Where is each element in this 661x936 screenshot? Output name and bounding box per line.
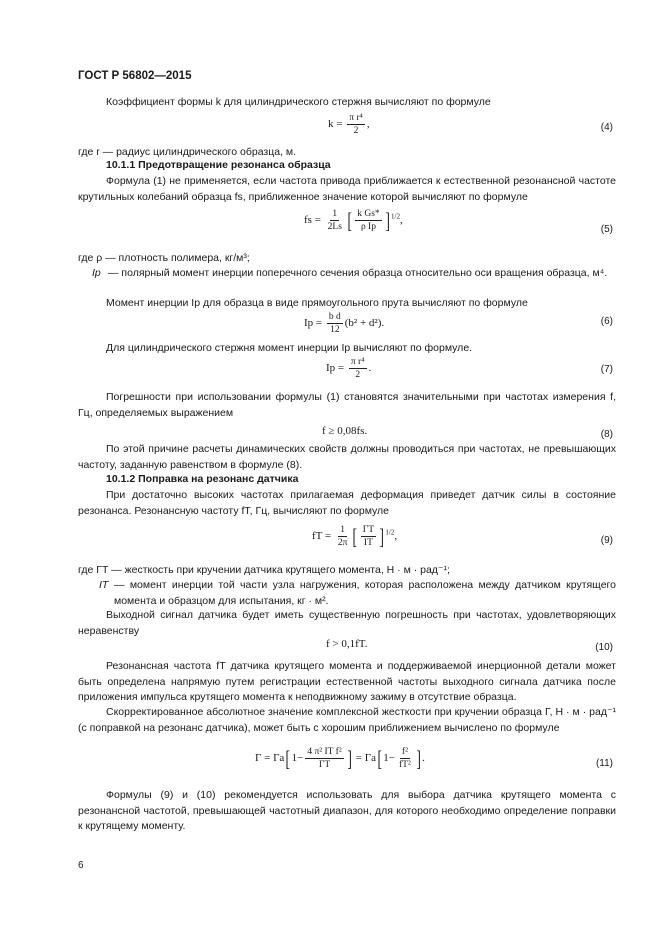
eq-lhs: fT = — [312, 530, 332, 543]
paragraph: По этой причине расчеты динамических свойств должны проводиться при частотах, не превышающих частоту, заданную равенством в формуле (8). — [78, 443, 616, 471]
eq-numerator: π r⁴ — [349, 113, 363, 123]
eq-tail: , — [394, 530, 398, 543]
paragraph: Скорректированное абсолютное значение комплексной жесткости при кручении образца Γ, Н · м · рад⁻¹ (с поправкой на резонанс датчика), может быть с хорошим приближением вычислено по формуле — [78, 706, 616, 734]
section-title: 10.1.1 Предотвращение резонанса образца — [106, 159, 331, 171]
eq-power: 1/2 — [385, 528, 395, 537]
bracket-left: [ — [352, 523, 358, 549]
equation-9 — [312, 524, 397, 549]
equation-number: (5) — [600, 224, 613, 235]
eq-denominator: 2 — [353, 126, 359, 136]
eq-denominator: 2π — [337, 538, 348, 548]
eq-tail: . — [368, 362, 372, 375]
definition-ip: — полярный момент инерции поперечного сечения образца относительно оси вращения образца, м⁴. — [108, 267, 608, 279]
bracket-right: ] — [416, 745, 421, 771]
eq-lhs: Γ = Γa — [255, 752, 285, 765]
equation-8: f ≥ 0,08fs. — [322, 425, 368, 437]
paragraph: Момент инерции Ip для образца в виде прямоугольного прута вычисляют по формуле — [106, 297, 528, 309]
eq-lhs: k = — [328, 118, 343, 131]
equation-4 — [328, 112, 370, 137]
bracket-right: ] — [379, 523, 384, 549]
eq-tail: , — [399, 214, 403, 227]
eq-denominator: ΓT — [318, 760, 331, 770]
eq-numerator: π r⁴ — [350, 357, 365, 367]
paragraph: Коэффициент формы k для цилиндрического стержня вычисляют по формуле — [106, 96, 491, 108]
eq-power: 1/2 — [391, 212, 400, 221]
definition-gamma: где ΓT — жесткость при кручении датчика крутящего момента, Н · м · рад⁻¹; — [78, 564, 450, 576]
eq-mid: = Γa — [355, 752, 376, 765]
eq-numerator: f² — [401, 747, 408, 757]
equation-5 — [304, 208, 403, 233]
page-number: 6 — [78, 860, 84, 871]
eq-numerator: 4 π² IT f² — [307, 747, 342, 757]
paragraph: При достаточно высоких частотах прилагаемая деформация приведет датчик силы в состояние резонанса. Резонансную частоту fT, Гц, вычисляют по формуле — [78, 489, 616, 517]
equation-number: (10) — [595, 642, 613, 653]
eq-numerator: ΓT — [362, 525, 375, 535]
equation-11: Γ = Γa[1− $\frac{\text{4 π² IT f²}}{\Gamma T}$ ] = Γa[1− $\frac{\text{f²}}{\text{fT²}}$ ]. — [255, 745, 425, 771]
eq-tail: (b² + d²). — [344, 317, 385, 330]
bracket-right: ] — [347, 745, 352, 771]
eq-denominator: fT² — [399, 760, 411, 770]
paragraph: Для цилиндрического стержня момент инерции Ip вычисляют по формуле. — [106, 342, 473, 354]
equation-number: (11) — [595, 758, 613, 769]
eq-numerator: 1 — [340, 525, 346, 535]
definition-symbol: IT — [99, 579, 109, 591]
eq-tail: . — [422, 752, 425, 765]
equation-number: (4) — [600, 122, 613, 133]
equation-6 — [304, 311, 384, 336]
equation-10: f > 0,1fT. — [326, 638, 368, 650]
paragraph: где r — радиус цилиндрического образца, м. — [78, 146, 297, 158]
definition-symbol: Ip — [92, 267, 101, 279]
eq-denominator: 12 — [330, 325, 340, 335]
paragraph: Формулы (9) и (10) рекомендуется использовать для выбора датчика крутящего момента с резонансной частотой, превышающей частотный диапазон, для которого необходимо определение поправки к крутящему моменту. — [78, 789, 616, 832]
section-title: 10.1.2 Поправка на резонанс датчика — [106, 473, 299, 485]
eq-denominator: IT — [363, 538, 373, 548]
eq-denominator: 2 — [355, 370, 361, 380]
paragraph: Погрешности при использовании формулы (1) становятся значительными при частотах измерения f, Гц, определяемых выражением — [78, 391, 616, 419]
eq-denominator: ρ Ip — [360, 222, 376, 232]
definition-rho: где ρ — плотность полимера, кг/м³; — [78, 252, 250, 264]
bracket-left: [ — [377, 745, 382, 771]
eq-denominator: 2Ls — [327, 222, 342, 232]
equation-7 — [326, 356, 371, 381]
paragraph: Резонансная частота fT датчика крутящего момента и поддерживаемой инерционной детали может быть определена напрямую путем регистрации естественной частоты выходного сигнала датчика после приложения импульса крутящего момента к неподвижному зажиму в отсутствие образца. — [78, 660, 616, 703]
paragraph: Выходной сигнал датчика будет иметь существенную погрешность при частотах, удовлетворяющих неравенству — [78, 609, 616, 637]
paragraph: Формула (1) не применяется, если частота привода приближается к естественной резонансной частоте крутильных колебаний образца fs, приближенное значение которой вычисляют по формуле — [78, 175, 616, 203]
document-header: ГОСТ Р 56802—2015 — [78, 70, 192, 82]
eq-numerator: k Gs* — [357, 209, 380, 219]
eq-numerator: b d — [328, 312, 341, 322]
equation-number: (9) — [600, 535, 613, 546]
equation-number: (8) — [600, 429, 613, 440]
eq-lhs: fs = — [304, 214, 321, 227]
eq-numerator: 1 — [332, 209, 338, 219]
bracket-left: [ — [285, 745, 291, 771]
eq-tail: , — [366, 118, 370, 131]
equation-number: (6) — [600, 316, 613, 327]
eq-lhs: Ip = — [326, 362, 345, 375]
bracket-right: ] — [385, 207, 390, 233]
definition-it: — момент инерции той части узла нагружения, которая расположена между датчиком крутящего момента и образцом для испытания, кг · м². — [114, 579, 616, 607]
bracket-left: [ — [347, 207, 352, 233]
eq-lhs: Ip = — [304, 317, 323, 330]
equation-number: (7) — [600, 364, 613, 375]
